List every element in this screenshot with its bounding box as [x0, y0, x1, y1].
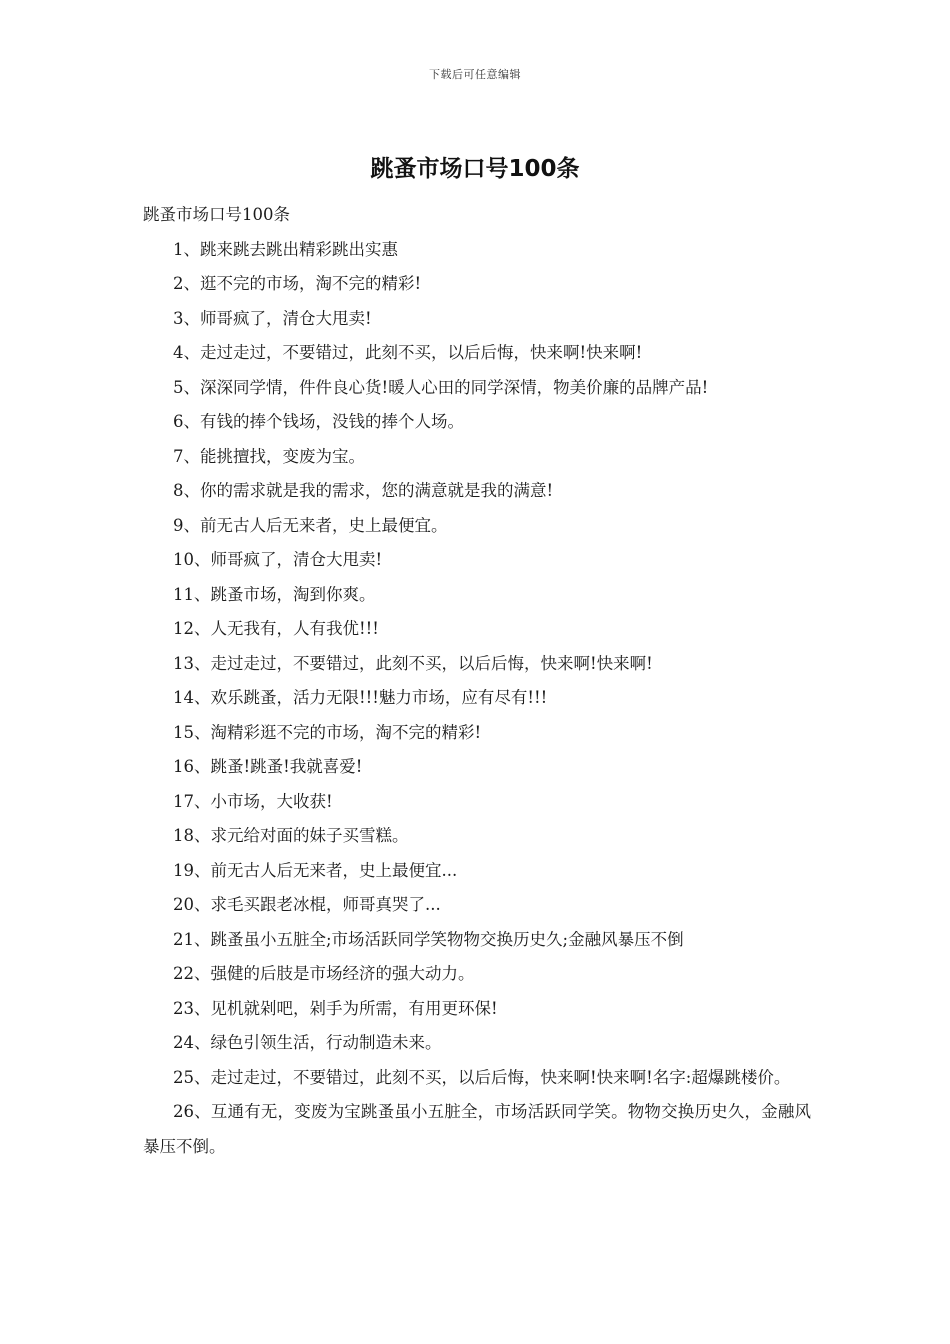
list-item: 12、人无我有，人有我优!!!: [173, 619, 379, 638]
list-item: 20、求毛买跟老冰棍，师哥真哭了...: [173, 895, 441, 914]
list-item: 3、师哥疯了，清仓大甩卖!: [173, 308, 372, 328]
list-item: 23、见机就剁吧，剁手为所需，有用更环保!: [173, 998, 498, 1018]
document-body: [143, 198, 811, 1164]
list-item: 22、强健的后肢是市场经济的强大动力。: [173, 964, 475, 983]
list-item: 24、绿色引领生活，行动制造未来。: [173, 1033, 442, 1052]
header-note: 下载后可任意编辑: [429, 68, 521, 81]
list-item: 1、跳来跳去跳出精彩跳出实惠: [173, 239, 398, 259]
list-item: 9、前无古人后无来者，史上最便宜。: [173, 515, 448, 535]
list-item: 6、有钱的捧个钱场，没钱的捧个人场。: [173, 412, 464, 431]
list-item: 14、欢乐跳蚤，活力无限!!!魅力市场，应有尽有!!!: [173, 688, 548, 707]
list-item: 5、深深同学情，件件良心货!暖人心田的同学深情，物美价廉的品牌产品!: [173, 377, 709, 397]
document-title: 跳蚤市场口号100条: [370, 156, 580, 182]
list-item: 10、师哥疯了，清仓大甩卖!: [173, 550, 383, 569]
list-item: 4、走过走过，不要错过，此刻不买，以后后悔，快来啊!快来啊!: [173, 343, 643, 362]
slogan-list: [143, 233, 811, 1165]
list-item: 18、求元给对面的妹子买雪糕。: [173, 826, 409, 845]
list-item: 13、走过走过，不要错过，此刻不买，以后后悔，快来啊!快来啊!: [173, 653, 653, 673]
list-item: 15、淘精彩逛不完的市场，淘不完的精彩!: [173, 722, 482, 742]
list-item: 16、跳蚤!跳蚤!我就喜爱!: [173, 757, 363, 776]
list-item: 25、走过走过，不要错过，此刻不买，以后后悔，快来啊!快来啊!名字:超爆跳楼价。: [173, 1067, 791, 1087]
list-item: 17、小市场，大收获!: [173, 791, 333, 811]
list-item: 8、你的需求就是我的需求，您的满意就是我的满意!: [173, 481, 554, 500]
document-subtitle: 跳蚤市场口号100条: [143, 205, 290, 224]
list-item: 21、跳蚤虽小五脏全;市场活跃同学笑物物交换历史久;金融风暴压不倒: [173, 929, 684, 949]
list-item: 7、能挑擅找，变废为宝。: [173, 446, 365, 466]
list-item: 19、前无古人后无来者，史上最便宜...: [173, 860, 458, 880]
list-item: 2、逛不完的市场，淘不完的精彩!: [173, 274, 422, 293]
list-item: 11、跳蚤市场，淘到你爽。: [173, 584, 376, 604]
list-item: 26、互通有无，变废为宝跳蚤虽小五脏全，市场活跃同学笑。物物交换历史久，金融风暴压不倒。: [143, 1102, 811, 1156]
